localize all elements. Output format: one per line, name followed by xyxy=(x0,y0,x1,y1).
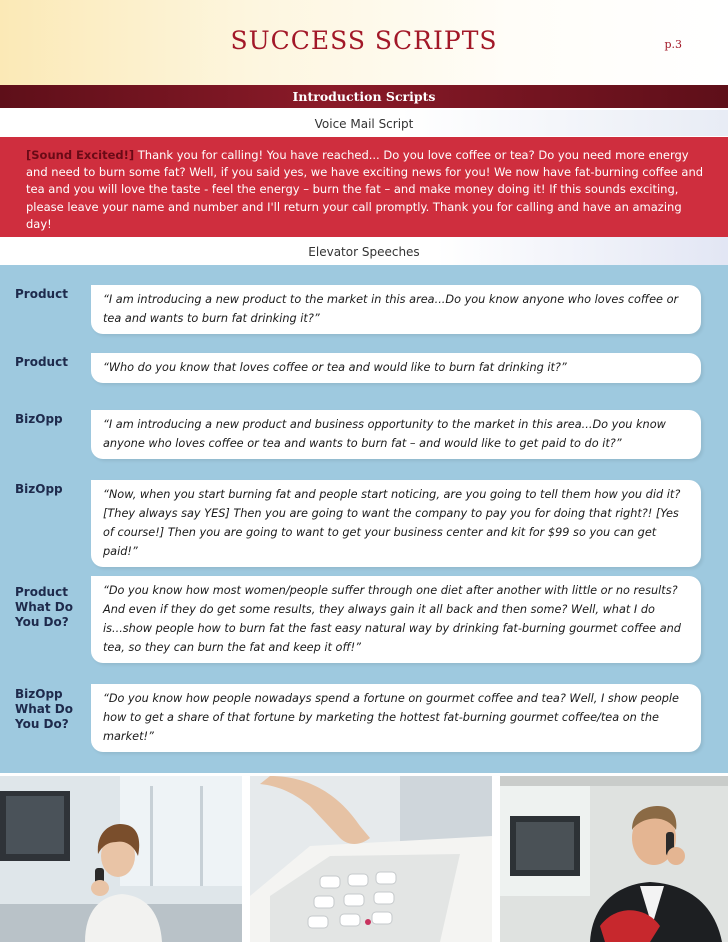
speech-text: “Do you know how people nowadays spend a fortune on gourmet coffee and tea? Well, I show people how to get a share of that fortune by marketing the hottest fat-burning gourmet coffee/tea on the market!” xyxy=(103,692,679,743)
speech-text: “Do you know how most women/people suffer through one diet after another with little or no results? And even if they do get some results, they always gain it all back and then some? Well, what I do is...show people how to burn fat the fast easy natural way by drinking fat-burning gourmet coffee and tea, so they can burn the fat and keep it off!” xyxy=(103,584,681,654)
speech-label: BizOpp What Do You Do? xyxy=(15,687,73,731)
speech-bubble xyxy=(91,480,701,567)
speech-bubble xyxy=(91,410,701,459)
voice-mail-cue: [Sound Excited!] xyxy=(26,148,135,162)
speech-bubble xyxy=(91,576,701,663)
speech-label: Product xyxy=(15,355,68,369)
speech-bubble xyxy=(91,353,701,383)
page-header xyxy=(0,0,728,85)
speech-bubble xyxy=(91,684,701,752)
speech-text: “Who do you know that loves coffee or tea and would like to burn fat drinking it?” xyxy=(103,361,567,374)
speech-text: “I am introducing a new product to the market in this area...Do you know anyone who loves coffee or tea and wants to burn fat drinking it?” xyxy=(103,293,679,325)
voice-mail-body: Thank you for calling! You have reached... Do you love coffee or tea? Do you need more energy and need to burn some fat? Well, if you said yes, we have exciting news for you! We now have fat-burning coffee and tea and you will love the taste - feel the energy – burn the fat – and make money doing it! If this sounds exciting, please leave your name and number and I'll return your call promptly. Thank you for calling and have an amazing day! xyxy=(26,148,704,231)
voice-mail-text xyxy=(26,147,708,233)
speech-label: BizOpp xyxy=(15,412,63,426)
page-title: SUCCESS SCRIPTS xyxy=(230,26,498,55)
voice-mail-heading: Voice Mail Script xyxy=(0,110,728,136)
voice-mail-block xyxy=(0,137,728,237)
speech-bubble xyxy=(91,285,701,334)
photo-woman-on-phone xyxy=(0,776,242,942)
section-title-bar: Introduction Scripts xyxy=(0,85,728,108)
speech-text: “Now, when you start burning fat and people start noticing, are you going to tell them how you did it? [They always say YES] Then you are going to want the company to pay you for doing that right?! [Yes of course!] Then you are going to want to get your business center and kit for $99 so you can get paid!” xyxy=(103,488,681,558)
photo-hand-dialing-phone xyxy=(250,776,492,942)
speech-text: “I am introducing a new product and business opportunity to the market in this area...Do you know anyone who loves coffee or tea and wants to burn fat – and would like to get paid to do it?” xyxy=(103,418,666,450)
speech-label: Product xyxy=(15,287,68,301)
speech-label: Product What Do You Do? xyxy=(15,585,73,629)
page-number: p.3 xyxy=(664,38,682,51)
photo-strip xyxy=(0,773,728,942)
speech-label: BizOpp xyxy=(15,482,63,496)
elevator-speeches-heading: Elevator Speeches xyxy=(0,237,728,265)
elevator-speeches-block xyxy=(0,265,728,773)
photo-man-laughing-on-phone xyxy=(500,776,728,942)
